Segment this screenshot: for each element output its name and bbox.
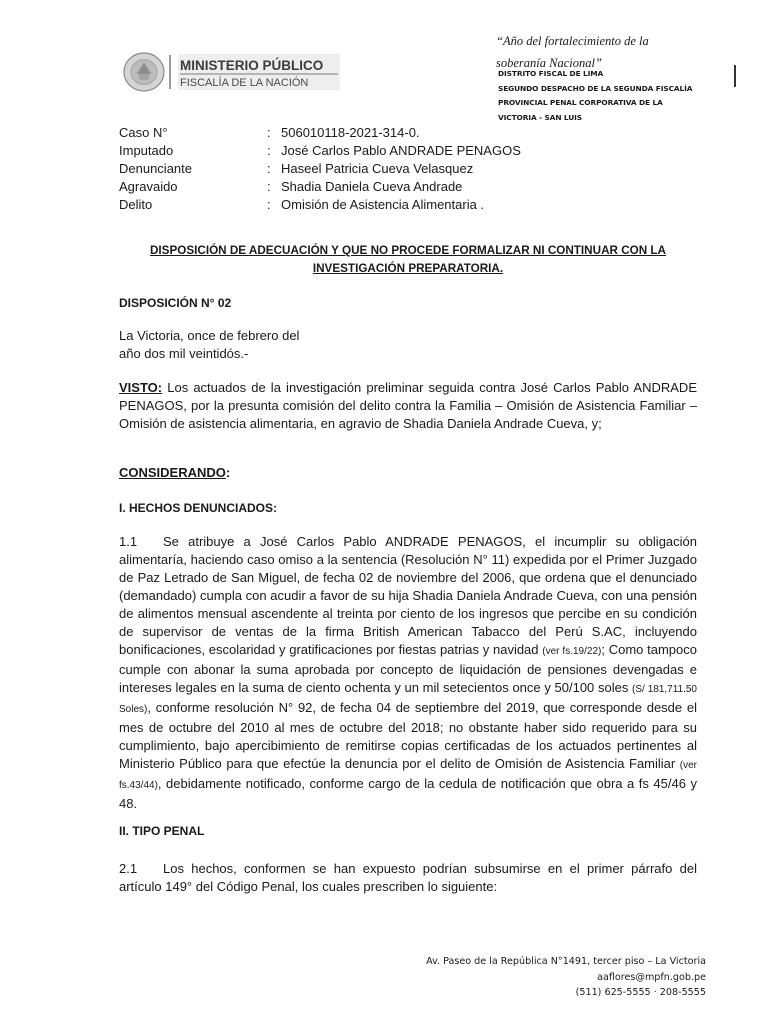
motto-line1: “Año del fortalecimiento de la [496, 34, 649, 48]
paragraph-text: Los hechos, conformen se han expuesto podrían subsumirse en el primer párrafo del artículo 149° del Código Penal, los cuales prescriben lo siguiente: [119, 861, 697, 894]
case-separator: : [267, 143, 271, 158]
footer-contact [426, 954, 706, 1001]
considerando-label: CONSIDERANDO [119, 465, 226, 480]
case-separator: : [267, 125, 271, 140]
place-date [119, 327, 379, 363]
logo-line1: MINISTERIO PÚBLICO [180, 58, 324, 73]
footer-email: aaflores@mpfn.gob.pe [597, 971, 706, 983]
section-tipo-penal-title: II. TIPO PENAL [119, 824, 205, 838]
case-label: Agravaido [119, 179, 178, 194]
place-date-line2: año dos mil veintidós.- [119, 346, 249, 361]
case-separator: : [267, 197, 271, 212]
paragraph-2-1 [119, 860, 697, 896]
paragraph-text: ; Como tampoco cumple con abonar la suma aprobada por concepto de liquidación de pensiones devengadas e intereses legales en la suma de ciento ochenta y un mil setecientos once y 50/100 soles [119, 642, 697, 695]
footer-address: Av. Paseo de la República N°1491, tercer piso – La Victoria [426, 956, 706, 967]
heading-line1: DISPOSICIÓN DE ADECUACIÓN Y QUE NO PROCEDE FORMALIZAR NI CONTINUAR CON LA [149, 244, 666, 257]
case-label: Denunciante [119, 161, 192, 176]
district-line: PROVINCIAL PENAL CORPORATIVA DE LA [498, 98, 663, 107]
text-cursor [734, 65, 736, 87]
case-row [119, 124, 521, 142]
place-date-line1: La Victoria, once de febrero del [119, 328, 300, 343]
ministerio-publico-logo [122, 50, 344, 94]
case-row [119, 196, 521, 214]
visto-paragraph [119, 379, 697, 433]
case-row [119, 142, 521, 160]
considerando-heading [119, 464, 697, 482]
folio-reference: (ver fs.19/22) [542, 646, 602, 657]
visto-text: Los actuados de la investigación preliminar seguida contra José Carlos Pablo ANDRADE PENAGOS, por la presunta comisión del delito contra la Familia – Omisión de Asistencia Familiar – Omisión de asistencia alimentaria, en agravio de Shadia Daniela Andrade Cueva, y; [119, 380, 697, 431]
case-separator: : [267, 161, 271, 176]
case-row [119, 160, 521, 178]
logo-graphic [122, 50, 344, 94]
document-heading [119, 242, 697, 278]
paragraph-text: Se atribuye a José Carlos Pablo ANDRADE PENAGOS, el incumplir su obligación alimentaría, haciendo caso omiso a la sentencia (Resolución N° 11) expedida por el Primer Juzgado de Paz Letrado de San Miguel, de fecha 02 de noviembre del 2006, que ordena que el denunciado (demandado) cumpla con acudir a favor de su hija Shadia Daniela Andrade Cueva, con una pensión de alimentos mensual ascendente al treinta por ciento de los ingresos que percibe en su condición de supervisor de ventas de la firma British American Tabacco del Perú S.AC, incluyendo bonificaciones, escolaridad y gratificaciones por fiestas patrias y navidad [119, 534, 697, 657]
visto-label: VISTO: [119, 380, 163, 395]
case-value: Haseel Patricia Cueva Velasquez [281, 161, 474, 176]
case-label: Delito [119, 197, 153, 212]
district-line: VICTORIA - SAN LUIS [498, 112, 583, 122]
heading-line2: INVESTIGACIÓN PREPARATORIA [312, 262, 500, 275]
paragraph-text: , debidamente notificado, conforme cargo de la cedula de notificación que obra a fs 45/46 y 48. [119, 776, 697, 811]
disposition-number: DISPOSICIÓN N° 02 [119, 296, 232, 310]
motto-line2: soberanía Nacional” [496, 56, 602, 70]
case-value: Shadia Daniela Cueva Andrade [281, 179, 463, 194]
footer-phone: (511) 625-5555 · 208-5555 [575, 987, 706, 998]
considerando-colon: : [225, 465, 231, 480]
case-data-table [119, 124, 521, 214]
district-office-block [498, 67, 718, 125]
district-line: SEGUNDO DESPACHO DE LA SEGUNDA FISCALÍA [498, 83, 693, 93]
case-label: Caso N° [119, 125, 168, 140]
district-line: DISTRITO FISCAL DE LIMA [498, 69, 604, 78]
case-value: Omisión de Asistencia Alimentaria . [281, 197, 485, 212]
section-hechos-title: I. HECHOS DENUNCIADOS: [119, 501, 278, 515]
paragraph-number: 1.1 [119, 534, 138, 549]
amount-reference: (S/ 181,711.50 Soles) [119, 684, 697, 715]
paragraph-text: , conforme resolución N° 92, de fecha 04 de septiembre del 2019, que corresponde desde el mes de octubre del 2010 al mes de octubre del 2018; no obstante haber sido requerido para su cumplimiento, bajo apercibimiento de remitirse copias certificadas de los actuados pertinentes al Ministerio Público para que efectúe la denuncia por el delito de Omisión de Asistencia Familiar [119, 700, 697, 771]
case-label: Imputado [119, 143, 174, 158]
logo-line2: FISCALÍA DE LA NACIÓN [180, 77, 309, 89]
paragraph-1-1 [119, 533, 697, 813]
paragraph-number: 2.1 [119, 861, 138, 876]
case-separator: : [267, 179, 271, 194]
case-row [119, 178, 521, 196]
case-value: 506010118-2021-314-0. [281, 125, 420, 140]
heading-tail: . [499, 262, 504, 275]
case-value: José Carlos Pablo ANDRADE PENAGOS [281, 143, 521, 158]
folio-reference: (ver fs.43/44) [119, 760, 697, 791]
